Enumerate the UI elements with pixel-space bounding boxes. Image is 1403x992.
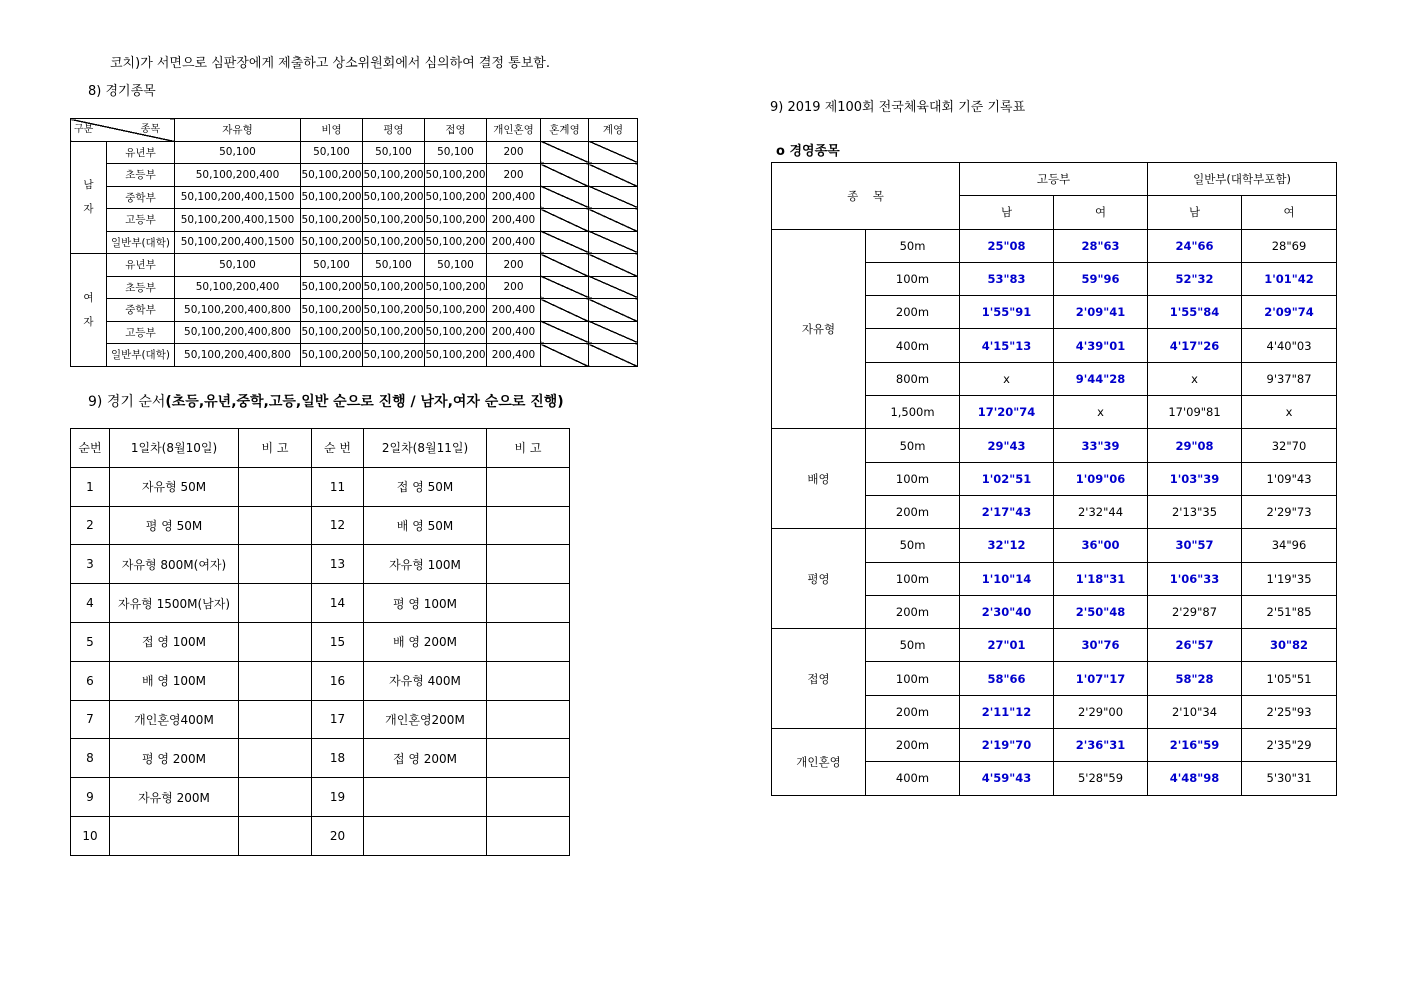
record-time-cell: 1'03"39 bbox=[1148, 462, 1242, 495]
distance-cell: 50m bbox=[866, 529, 960, 562]
event-distance-cell: 50,100,200 bbox=[363, 209, 425, 232]
order-row bbox=[71, 467, 570, 506]
empty-diagonal-cell bbox=[589, 344, 638, 367]
record-time-cell: 5'28"59 bbox=[1054, 762, 1148, 795]
record-time-cell: 29"43 bbox=[960, 429, 1054, 462]
order-number: 15 bbox=[312, 622, 364, 661]
record-time-cell: 34"96 bbox=[1242, 529, 1337, 562]
division-cell: 중학부 bbox=[107, 186, 175, 209]
record-time-cell: x bbox=[1242, 396, 1337, 429]
record-time-cell: 59"96 bbox=[1054, 262, 1148, 295]
events-col-header: 개인혼영 bbox=[487, 119, 541, 142]
distance-cell: 200m bbox=[866, 495, 960, 528]
day2-note bbox=[487, 661, 570, 700]
distance-cell: 1,500m bbox=[866, 396, 960, 429]
empty-diagonal-cell bbox=[541, 231, 589, 254]
record-time-cell: 30"57 bbox=[1148, 529, 1242, 562]
record-time-cell: 53"83 bbox=[960, 262, 1054, 295]
distance-cell: 200m bbox=[866, 729, 960, 762]
record-time-cell: 27"01 bbox=[960, 629, 1054, 662]
day2-note bbox=[487, 700, 570, 739]
day2-event: 배 영 200M bbox=[364, 622, 487, 661]
record-time-cell: 4'48"98 bbox=[1148, 762, 1242, 795]
day2-note bbox=[487, 545, 570, 584]
day1-event: 배 영 100M bbox=[110, 661, 239, 700]
record-time-cell: 5'30"31 bbox=[1242, 762, 1337, 795]
event-distance-cell: 50,100 bbox=[363, 254, 425, 277]
record-time-cell: 2'32"44 bbox=[1054, 495, 1148, 528]
event-distance-cell: 50,100,200,400,1500 bbox=[175, 231, 301, 254]
stroke-label: 접영 bbox=[772, 629, 866, 729]
record-time-cell: 32"12 bbox=[960, 529, 1054, 562]
record-time-cell: 4'17"26 bbox=[1148, 329, 1242, 362]
division-cell: 유년부 bbox=[107, 254, 175, 277]
order-number: 11 bbox=[312, 467, 364, 506]
order-row bbox=[71, 506, 570, 545]
record-time-cell: 25"08 bbox=[960, 229, 1054, 262]
empty-diagonal-cell bbox=[589, 276, 638, 299]
record-time-cell: 2'16"59 bbox=[1148, 729, 1242, 762]
record-time-cell: 1'02"51 bbox=[960, 462, 1054, 495]
events-col-header: 비영 bbox=[301, 119, 363, 142]
day1-event: 평 영 200M bbox=[110, 739, 239, 778]
record-time-cell: x bbox=[1054, 396, 1148, 429]
record-time-cell: 2'30"40 bbox=[960, 595, 1054, 628]
record-time-cell: 2'13"35 bbox=[1148, 495, 1242, 528]
event-distance-cell: 50,100 bbox=[363, 141, 425, 164]
stroke-label: 배영 bbox=[772, 429, 866, 529]
record-time-cell: 2'29"87 bbox=[1148, 595, 1242, 628]
day1-note bbox=[239, 816, 312, 855]
day1-note bbox=[239, 506, 312, 545]
order-number: 17 bbox=[312, 700, 364, 739]
distance-cell: 50m bbox=[866, 229, 960, 262]
corner-label-division: 구분 bbox=[74, 124, 94, 135]
event-distance-cell: 50,100,200 bbox=[301, 321, 363, 344]
record-time-cell: 1'01"42 bbox=[1242, 262, 1337, 295]
event-distance-cell: 50,100,200 bbox=[425, 186, 487, 209]
order-number: 1 bbox=[71, 467, 110, 506]
event-distance-cell: 200,400 bbox=[487, 231, 541, 254]
day2-event: 접 영 50M bbox=[364, 467, 487, 506]
events-table bbox=[70, 118, 638, 367]
record-time-cell: 33"39 bbox=[1054, 429, 1148, 462]
record-time-cell: 4'59"43 bbox=[960, 762, 1054, 795]
order-number: 5 bbox=[71, 622, 110, 661]
event-distance-cell: 200,400 bbox=[487, 186, 541, 209]
day2-event: 접 영 200M bbox=[364, 739, 487, 778]
event-distance-cell: 50,100,200 bbox=[425, 276, 487, 299]
event-distance-cell: 50,100 bbox=[175, 254, 301, 277]
event-distance-cell: 50,100,200,400,1500 bbox=[175, 209, 301, 232]
record-time-cell: 1'55"91 bbox=[960, 296, 1054, 329]
record-time-cell: 58"28 bbox=[1148, 662, 1242, 695]
empty-diagonal-cell bbox=[589, 254, 638, 277]
events-col-header: 계영 bbox=[589, 119, 638, 142]
events-row bbox=[71, 231, 638, 254]
day1-event: 자유형 1500M(남자) bbox=[110, 584, 239, 623]
empty-diagonal-cell bbox=[541, 299, 589, 322]
group-label-char: 남 bbox=[83, 179, 94, 192]
order-col-header: 1일차(8월10일) bbox=[110, 429, 239, 468]
corner-label-event: 종목 bbox=[140, 124, 160, 135]
event-distance-cell: 50,100,200,400,800 bbox=[175, 321, 301, 344]
empty-diagonal-cell bbox=[541, 276, 589, 299]
record-time-cell: 1'09"06 bbox=[1054, 462, 1148, 495]
gender-header: 여 bbox=[1054, 196, 1148, 229]
day2-event: 개인혼영200M bbox=[364, 700, 487, 739]
section9-title bbox=[88, 391, 564, 411]
event-distance-cell: 50,100,200 bbox=[363, 276, 425, 299]
empty-diagonal-cell bbox=[589, 164, 638, 187]
division-cell: 유년부 bbox=[107, 141, 175, 164]
events-header-row bbox=[71, 119, 638, 142]
order-number: 2 bbox=[71, 506, 110, 545]
order-number: 9 bbox=[71, 778, 110, 817]
event-distance-cell: 200 bbox=[487, 164, 541, 187]
record-time-cell: 17'09"81 bbox=[1148, 396, 1242, 429]
distance-cell: 200m bbox=[866, 595, 960, 628]
empty-diagonal-cell bbox=[589, 186, 638, 209]
event-distance-cell: 50,100,200 bbox=[363, 344, 425, 367]
intro-line: 코치)가 서면으로 심판장에게 제출하고 상소위원회에서 심의하여 결정 통보함. bbox=[110, 56, 550, 71]
order-row bbox=[71, 545, 570, 584]
day1-event: 접 영 100M bbox=[110, 622, 239, 661]
gender-header: 남 bbox=[960, 196, 1054, 229]
record-row bbox=[772, 429, 1337, 462]
group-label-char: 여 bbox=[83, 291, 94, 304]
record-time-cell: 2'51"85 bbox=[1242, 595, 1337, 628]
division-cell: 고등부 bbox=[107, 209, 175, 232]
record-time-cell: 17'20"74 bbox=[960, 396, 1054, 429]
event-distance-cell: 50,100,200,400,1500 bbox=[175, 186, 301, 209]
order-row bbox=[71, 584, 570, 623]
event-distance-cell: 50,100,200 bbox=[301, 231, 363, 254]
distance-cell: 100m bbox=[866, 462, 960, 495]
day2-event: 평 영 100M bbox=[364, 584, 487, 623]
record-time-cell: 2'11"12 bbox=[960, 695, 1054, 728]
record-time-cell: 1'07"17 bbox=[1054, 662, 1148, 695]
event-distance-cell: 50,100,200 bbox=[301, 344, 363, 367]
event-distance-cell: 50,100,200,400,800 bbox=[175, 344, 301, 367]
group-label-char: 자 bbox=[83, 315, 94, 328]
day2-note bbox=[487, 778, 570, 817]
distance-cell: 200m bbox=[866, 296, 960, 329]
day2-note bbox=[487, 467, 570, 506]
day1-note bbox=[239, 661, 312, 700]
order-row bbox=[71, 778, 570, 817]
record-time-cell: 1'06"33 bbox=[1148, 562, 1242, 595]
distance-cell: 200m bbox=[866, 695, 960, 728]
events-row bbox=[71, 299, 638, 322]
empty-diagonal-cell bbox=[589, 231, 638, 254]
record-time-cell: 1'05"51 bbox=[1242, 662, 1337, 695]
record-time-cell: 36"00 bbox=[1054, 529, 1148, 562]
event-distance-cell: 50,100,200,400 bbox=[175, 164, 301, 187]
event-distance-cell: 200 bbox=[487, 276, 541, 299]
event-distance-cell: 50,100 bbox=[301, 254, 363, 277]
day2-note bbox=[487, 816, 570, 855]
events-col-header: 자유형 bbox=[175, 119, 301, 142]
event-distance-cell: 50,100 bbox=[425, 141, 487, 164]
event-distance-cell: 50,100,200 bbox=[363, 186, 425, 209]
events-col-header: 접영 bbox=[425, 119, 487, 142]
distance-cell: 400m bbox=[866, 329, 960, 362]
events-row bbox=[71, 254, 638, 277]
section8-title: 8) 경기종목 bbox=[88, 84, 156, 99]
order-col-header: 비 고 bbox=[239, 429, 312, 468]
event-distance-cell: 50,100,200 bbox=[425, 164, 487, 187]
day1-note bbox=[239, 622, 312, 661]
empty-diagonal-cell bbox=[541, 209, 589, 232]
day1-event: 자유형 50M bbox=[110, 467, 239, 506]
record-time-cell: 2'29"00 bbox=[1054, 695, 1148, 728]
event-distance-cell: 50,100,200 bbox=[301, 186, 363, 209]
day2-event: 자유형 100M bbox=[364, 545, 487, 584]
order-number: 18 bbox=[312, 739, 364, 778]
record-time-cell: 2'36"31 bbox=[1054, 729, 1148, 762]
records-subtitle: o 경영종목 bbox=[776, 144, 840, 159]
distance-cell: 100m bbox=[866, 662, 960, 695]
events-row bbox=[71, 164, 638, 187]
record-time-cell: 2'50"48 bbox=[1054, 595, 1148, 628]
empty-diagonal-cell bbox=[541, 344, 589, 367]
division-cell: 일반부(대학) bbox=[107, 231, 175, 254]
events-col-header: 평영 bbox=[363, 119, 425, 142]
record-time-cell: x bbox=[1148, 362, 1242, 395]
empty-diagonal-cell bbox=[541, 186, 589, 209]
day1-event: 평 영 50M bbox=[110, 506, 239, 545]
division-cell: 고등부 bbox=[107, 321, 175, 344]
record-time-cell: 2'10"34 bbox=[1148, 695, 1242, 728]
gender-header: 남 bbox=[1148, 196, 1242, 229]
order-col-header: 비 고 bbox=[487, 429, 570, 468]
day1-event: 개인혼영400M bbox=[110, 700, 239, 739]
record-time-cell: 1'18"31 bbox=[1054, 562, 1148, 595]
record-time-cell: 1'09"43 bbox=[1242, 462, 1337, 495]
empty-diagonal-cell bbox=[541, 164, 589, 187]
empty-diagonal-cell bbox=[541, 321, 589, 344]
record-time-cell: 1'19"35 bbox=[1242, 562, 1337, 595]
male-group-label bbox=[71, 141, 107, 254]
event-distance-cell: 50,100,200 bbox=[425, 209, 487, 232]
events-col-header: 혼계영 bbox=[541, 119, 589, 142]
day2-event: 자유형 400M bbox=[364, 661, 487, 700]
stroke-label: 평영 bbox=[772, 529, 866, 629]
record-time-cell: 2'35"29 bbox=[1242, 729, 1337, 762]
record-time-cell: 2'25"93 bbox=[1242, 695, 1337, 728]
event-distance-cell: 50,100 bbox=[425, 254, 487, 277]
order-col-header: 2일차(8월11일) bbox=[364, 429, 487, 468]
group-label-char: 자 bbox=[83, 203, 94, 216]
record-time-cell: 4'40"03 bbox=[1242, 329, 1337, 362]
record-time-cell: 2'09"41 bbox=[1054, 296, 1148, 329]
record-time-cell: 52"32 bbox=[1148, 262, 1242, 295]
event-distance-cell: 50,100,200 bbox=[363, 164, 425, 187]
record-time-cell: 30"82 bbox=[1242, 629, 1337, 662]
order-number: 20 bbox=[312, 816, 364, 855]
order-number: 10 bbox=[71, 816, 110, 855]
order-number: 3 bbox=[71, 545, 110, 584]
event-distance-cell: 200 bbox=[487, 141, 541, 164]
record-time-cell: 1'55"84 bbox=[1148, 296, 1242, 329]
day2-note bbox=[487, 506, 570, 545]
section9-prefix: 9) 경기 순서 bbox=[88, 394, 166, 410]
record-time-cell: 28"69 bbox=[1242, 229, 1337, 262]
order-number: 19 bbox=[312, 778, 364, 817]
order-number: 7 bbox=[71, 700, 110, 739]
event-distance-cell: 50,100,200 bbox=[301, 299, 363, 322]
events-corner-cell bbox=[71, 119, 175, 142]
order-number: 6 bbox=[71, 661, 110, 700]
events-row bbox=[71, 141, 638, 164]
event-distance-cell: 200,400 bbox=[487, 321, 541, 344]
record-time-cell: 1'10"14 bbox=[960, 562, 1054, 595]
empty-diagonal-cell bbox=[589, 209, 638, 232]
order-number: 12 bbox=[312, 506, 364, 545]
record-row bbox=[772, 529, 1337, 562]
events-row bbox=[71, 276, 638, 299]
day1-note bbox=[239, 584, 312, 623]
gender-header: 여 bbox=[1242, 196, 1337, 229]
record-time-cell: 2'19"70 bbox=[960, 729, 1054, 762]
record-time-cell: 30"76 bbox=[1054, 629, 1148, 662]
stroke-label: 개인혼영 bbox=[772, 729, 866, 796]
record-time-cell: 32"70 bbox=[1242, 429, 1337, 462]
event-distance-cell: 50,100 bbox=[301, 141, 363, 164]
record-time-cell: 4'39"01 bbox=[1054, 329, 1148, 362]
events-row bbox=[71, 186, 638, 209]
division-group-header: 일반부(대학부포함) bbox=[1148, 163, 1337, 196]
event-distance-cell: 50,100,200 bbox=[363, 321, 425, 344]
event-distance-cell: 50,100,200 bbox=[301, 209, 363, 232]
records-title: 9) 2019 제100회 전국체육대회 기준 기록표 bbox=[770, 100, 1026, 115]
order-col-header: 순번 bbox=[71, 429, 110, 468]
record-row bbox=[772, 729, 1337, 762]
event-distance-cell: 50,100,200 bbox=[425, 299, 487, 322]
event-distance-cell: 50,100,200 bbox=[301, 164, 363, 187]
distance-cell: 100m bbox=[866, 262, 960, 295]
event-distance-cell: 50,100,200 bbox=[425, 344, 487, 367]
day2-event: 배 영 50M bbox=[364, 506, 487, 545]
empty-diagonal-cell bbox=[589, 321, 638, 344]
event-distance-cell: 200,400 bbox=[487, 299, 541, 322]
order-row bbox=[71, 739, 570, 778]
record-time-cell: 4'15"13 bbox=[960, 329, 1054, 362]
division-cell: 초등부 bbox=[107, 276, 175, 299]
event-distance-cell: 200,400 bbox=[487, 344, 541, 367]
day1-event: 자유형 200M bbox=[110, 778, 239, 817]
distance-cell: 800m bbox=[866, 362, 960, 395]
record-time-cell: 2'29"73 bbox=[1242, 495, 1337, 528]
stroke-label: 자유형 bbox=[772, 229, 866, 429]
record-row bbox=[772, 229, 1337, 262]
day1-note bbox=[239, 545, 312, 584]
event-distance-cell: 50,100,200 bbox=[363, 299, 425, 322]
event-header: 종 목 bbox=[772, 163, 960, 230]
events-row bbox=[71, 209, 638, 232]
event-distance-cell: 50,100,200 bbox=[301, 276, 363, 299]
division-cell: 중학부 bbox=[107, 299, 175, 322]
record-row bbox=[772, 629, 1337, 662]
records-table bbox=[771, 162, 1337, 796]
empty-diagonal-cell bbox=[541, 254, 589, 277]
order-number: 14 bbox=[312, 584, 364, 623]
day2-event bbox=[364, 816, 487, 855]
distance-cell: 50m bbox=[866, 429, 960, 462]
event-distance-cell: 200 bbox=[487, 254, 541, 277]
order-number: 13 bbox=[312, 545, 364, 584]
day1-note bbox=[239, 467, 312, 506]
order-row bbox=[71, 661, 570, 700]
distance-cell: 400m bbox=[866, 762, 960, 795]
event-distance-cell: 50,100,200 bbox=[425, 321, 487, 344]
order-row bbox=[71, 700, 570, 739]
day1-note bbox=[239, 778, 312, 817]
distance-cell: 100m bbox=[866, 562, 960, 595]
day1-event bbox=[110, 816, 239, 855]
day1-event: 자유형 800M(여자) bbox=[110, 545, 239, 584]
day2-note bbox=[487, 584, 570, 623]
day2-note bbox=[487, 739, 570, 778]
order-number: 8 bbox=[71, 739, 110, 778]
order-header-row bbox=[71, 429, 570, 468]
female-group-label bbox=[71, 254, 107, 367]
events-row bbox=[71, 321, 638, 344]
day2-event bbox=[364, 778, 487, 817]
record-time-cell: x bbox=[960, 362, 1054, 395]
record-time-cell: 28"63 bbox=[1054, 229, 1148, 262]
event-distance-cell: 50,100,200 bbox=[363, 231, 425, 254]
order-col-header: 순 번 bbox=[312, 429, 364, 468]
day1-note bbox=[239, 700, 312, 739]
record-time-cell: 24"66 bbox=[1148, 229, 1242, 262]
day1-note bbox=[239, 739, 312, 778]
record-time-cell: 9'44"28 bbox=[1054, 362, 1148, 395]
record-time-cell: 2'17"43 bbox=[960, 495, 1054, 528]
record-time-cell: 26"57 bbox=[1148, 629, 1242, 662]
empty-diagonal-cell bbox=[589, 299, 638, 322]
event-distance-cell: 50,100,200 bbox=[425, 231, 487, 254]
event-distance-cell: 50,100,200,400 bbox=[175, 276, 301, 299]
distance-cell: 50m bbox=[866, 629, 960, 662]
empty-diagonal-cell bbox=[541, 141, 589, 164]
division-group-header: 고등부 bbox=[960, 163, 1148, 196]
division-cell: 초등부 bbox=[107, 164, 175, 187]
record-time-cell: 58"66 bbox=[960, 662, 1054, 695]
order-number: 4 bbox=[71, 584, 110, 623]
records-header-row bbox=[772, 163, 1337, 196]
order-number: 16 bbox=[312, 661, 364, 700]
section9-note: (초등,유년,중학,고등,일반 순으로 진행 / 남자,여자 순으로 진행) bbox=[165, 394, 564, 410]
event-distance-cell: 50,100 bbox=[175, 141, 301, 164]
order-table bbox=[70, 428, 570, 856]
events-row bbox=[71, 344, 638, 367]
division-cell: 일반부(대학) bbox=[107, 344, 175, 367]
event-distance-cell: 50,100,200,400,800 bbox=[175, 299, 301, 322]
order-row bbox=[71, 622, 570, 661]
record-time-cell: 9'37"87 bbox=[1242, 362, 1337, 395]
record-time-cell: 29"08 bbox=[1148, 429, 1242, 462]
record-time-cell: 2'09"74 bbox=[1242, 296, 1337, 329]
day2-note bbox=[487, 622, 570, 661]
order-row bbox=[71, 816, 570, 855]
empty-diagonal-cell bbox=[589, 141, 638, 164]
event-distance-cell: 200,400 bbox=[487, 209, 541, 232]
